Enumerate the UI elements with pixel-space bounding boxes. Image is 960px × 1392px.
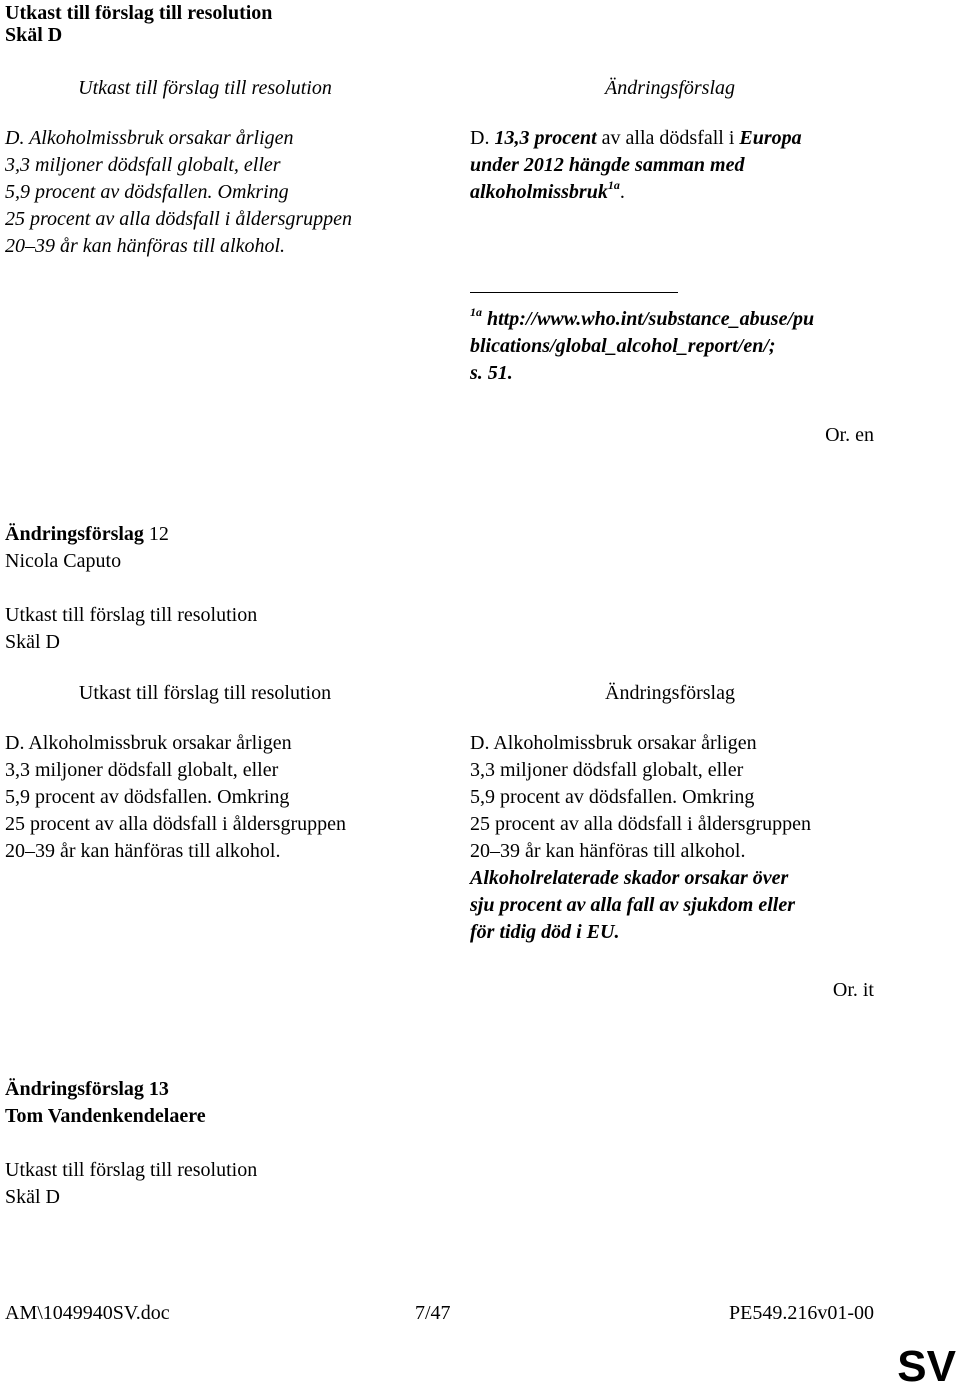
right-column-header: Ändringsförslag [604,77,736,99]
footer-pe-ref: PE549.216v01-00 [729,1302,874,1324]
text-line: 3,3 miljoner dödsfall globalt, eller [5,154,281,176]
left-column-text [5,125,352,260]
added-text-line: Alkoholrelaterade skador orsakar över [470,867,789,889]
text-line: 5,9 procent av dödsfallen. Omkring [5,786,290,808]
left-column-header: Utkast till förslag till resolution [78,77,332,99]
left-column-header: Utkast till förslag till resolution [78,682,332,704]
text-line: 5,9 procent av dödsfallen. Omkring [470,786,755,808]
original-language-it: Or. it [832,979,874,1001]
amendment-13-section: Skäl D [5,1186,60,1208]
original-language-en: Or. en [825,424,874,446]
text-line: 3,3 miljoner dödsfall globalt, eller [470,759,744,781]
right-column-text [470,125,802,206]
text-line: 3,3 miljoner dödsfall globalt, eller [5,759,279,781]
added-text-line: för tidig död i EU. [470,921,620,943]
footnote-line: s. 51. [470,362,513,384]
amendment-13-heading: Ändringsförslag 13 [5,1078,169,1100]
amendment-12-author: Nicola Caputo [5,550,122,572]
amendment-12-heading: Ändringsförslag 12 [5,523,169,545]
text-line: 20–39 år kan hänföras till alkohol. [5,840,281,862]
footnote-line [470,306,814,333]
amendment-12-section: Skäl D [5,631,60,653]
text-line: 25 procent av alla dödsfall i åldersgruppen [5,813,346,835]
text-line: D. 13,3 procent av alla dödsfall i Europa [470,127,802,149]
amendment-12-doc-title: Utkast till förslag till resolution [5,604,258,626]
text-line: 25 procent av alla dödsfall i åldersgruppen [470,813,811,835]
page-top-title: Utkast till förslag till resolution [5,2,273,24]
footer-doc-ref: AM\1049940SV.doc [5,1302,170,1324]
text-line: 25 procent av alla dödsfall i åldersgruppen [5,208,353,230]
right-column-text [470,730,811,946]
text-line: under 2012 hängde samman med [470,154,745,176]
text-line: 20–39 år kan hänföras till alkohol. [470,840,746,862]
footnote-line: blications/global_alcohol_report/en/; [470,335,776,357]
footnote-reference[interactable]: 1a [607,178,620,193]
footer-language-code: SV [897,1342,956,1391]
amendment-13-doc-title: Utkast till förslag till resolution [5,1159,258,1181]
text-line: D. Alkoholmissbruk orsakar årligen [5,732,292,754]
right-column-header: Ändringsförslag [605,682,735,704]
text-line: D. Alkoholmissbruk orsakar årligen [470,732,757,754]
added-text-line: sju procent av alla fall av sjukdom eller [470,894,795,916]
text-line: alkoholmissbruk$^{1a}$. [470,178,625,203]
page-top-section: Skäl D [5,24,63,46]
amendment-13-author: Tom Vandenkendelaere [5,1105,206,1127]
footnote-marker: 1a [470,305,482,320]
text-line: 20–39 år kan hänföras till alkohol. [5,235,285,257]
left-column-text [5,730,346,865]
footnote [470,306,814,387]
footnote-separator [470,292,678,293]
text-line: D. Alkoholmissbruk orsakar årligen [5,127,294,149]
text-line: 5,9 procent av dödsfallen. Omkring [5,181,289,203]
footer-page-number: 7/47 [415,1302,451,1324]
footnote-link[interactable]: http://www.who.int/substance_abuse/pu [487,308,815,330]
